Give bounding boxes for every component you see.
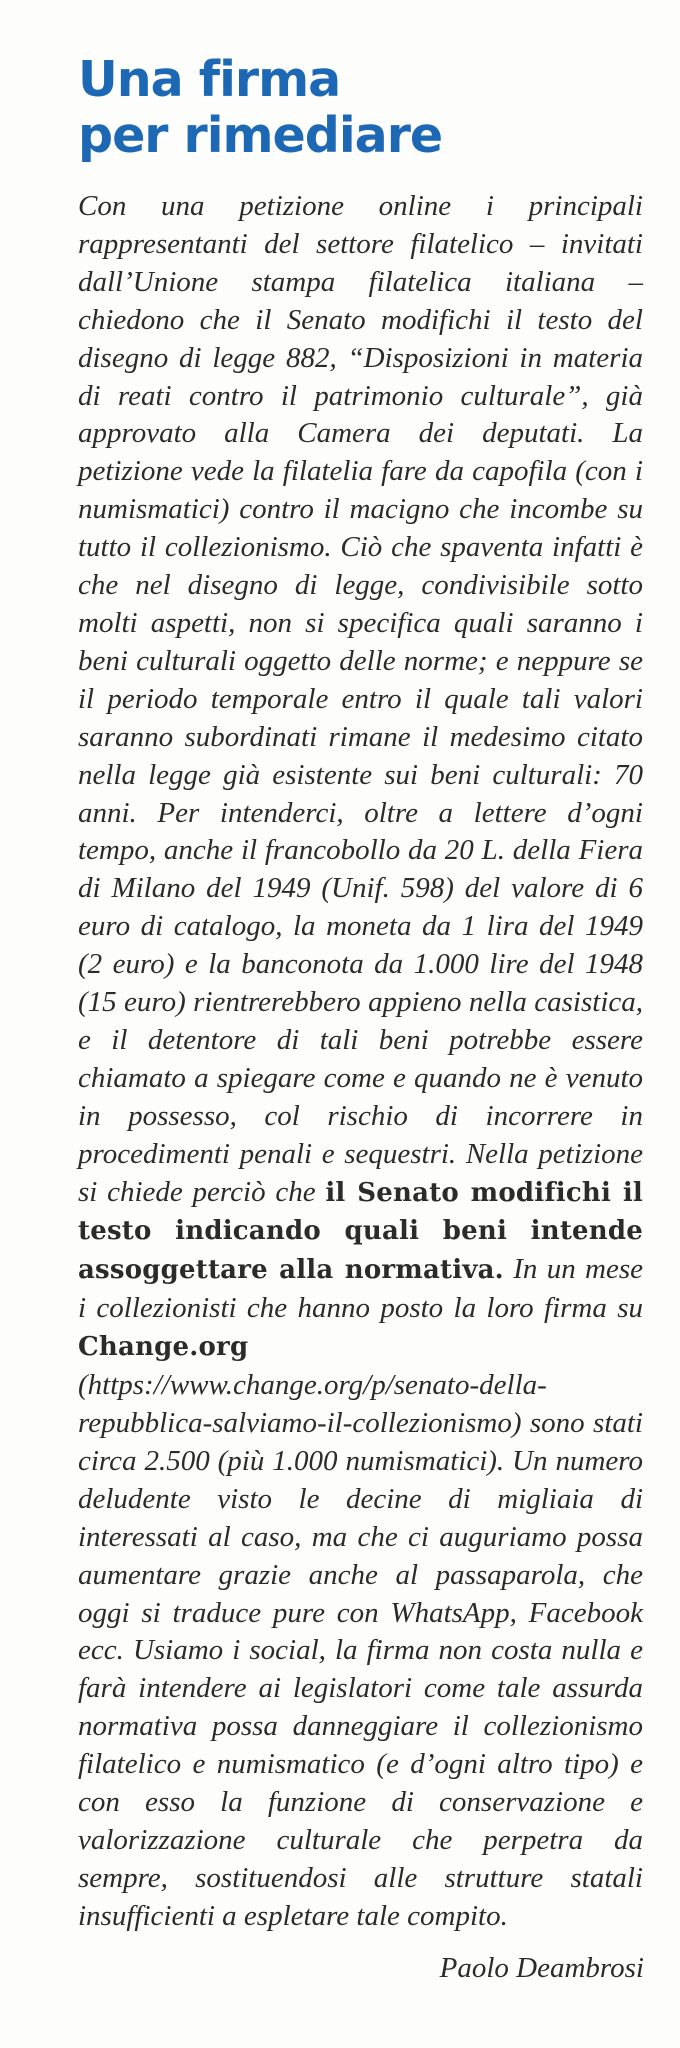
article-body-site-name: Change.org — [78, 1332, 249, 1363]
article-body-highlight: il Senato modifichi il testo indicando quali beni intende assoggettare alla normativa. — [78, 1177, 643, 1286]
article-body-ending: (https://www.change.org/p/senato-della-repubblica-salviamo-il-collezionismo) sono stati circa 2.500 (più 1.000 numismatici). Un numero deludente visto le decine di migliaia di interessati al caso, ma che ci auguriamo possa aumentare grazie anche al passaparola, che oggi si traduce pure con WhatsApp, Facebook ecc. Usiamo i social, la firma non costa nulla e farà intendere ai legislatori come tale assurda normativa possa danneggiare il collezionismo filatelico e numismatico (e d’ogni altro tipo) e con esso la funzione di conservazione e valorizzazione culturale che perpetra da sempre, sostituendosi alle strutture statali insufficienti a espletare tale compito. — [78, 1369, 643, 1932]
article-body — [78, 188, 643, 1936]
article-title-line-1: Una firma — [78, 51, 341, 108]
article-body-continuation: In un mese i collezionisti che hanno posto la loro firma su — [78, 1253, 643, 1325]
article-body-intro: Con una petizione online i principali rappresentanti del settore filatelico – invitati dall’Unione stampa filatelica italiana – chiedono che il Senato modifichi il testo del disegno di legge 882, “Disposizioni in materia di reati contro il patrimonio culturale”, già approvato alla Camera dei deputati. La petizione vede la filatelia fare da capofila (con i numismatici) contro il macigno che incombe su tutto il collezionismo. Ciò che spaventa infatti è che nel disegno di legge, condivisibile sotto molti aspetti, non si specifica quali saranno i beni culturali oggetto delle norme; e neppure se il periodo temporale entro il quale tali valori saranno subordinati rimane il medesimo citato nella legge già esistente sui beni culturali: 70 anni. Per intenderci, oltre a lettere d’ogni tempo, anche il francobollo da 20 L. della Fiera di Milano del 1949 (Unif. 598) del valore di 6 euro di catalogo, la moneta da 1 lira del 1949 (2 euro) e la banconota da 1.000 lire del 1948 (15 euro) rientrerebbero appieno nella casistica, e il detentore di tali beni potrebbe essere chiamato a spiegare come e quando ne è venuto in possesso, col rischio di incorrere in procedimenti penali e sequestri. Nella petizione si chiede perciò che — [78, 190, 643, 1208]
article-title — [78, 52, 646, 164]
author-signature: Paolo Deambrosi — [439, 1952, 644, 1984]
article-title-line-2: per rimediare — [78, 107, 443, 164]
